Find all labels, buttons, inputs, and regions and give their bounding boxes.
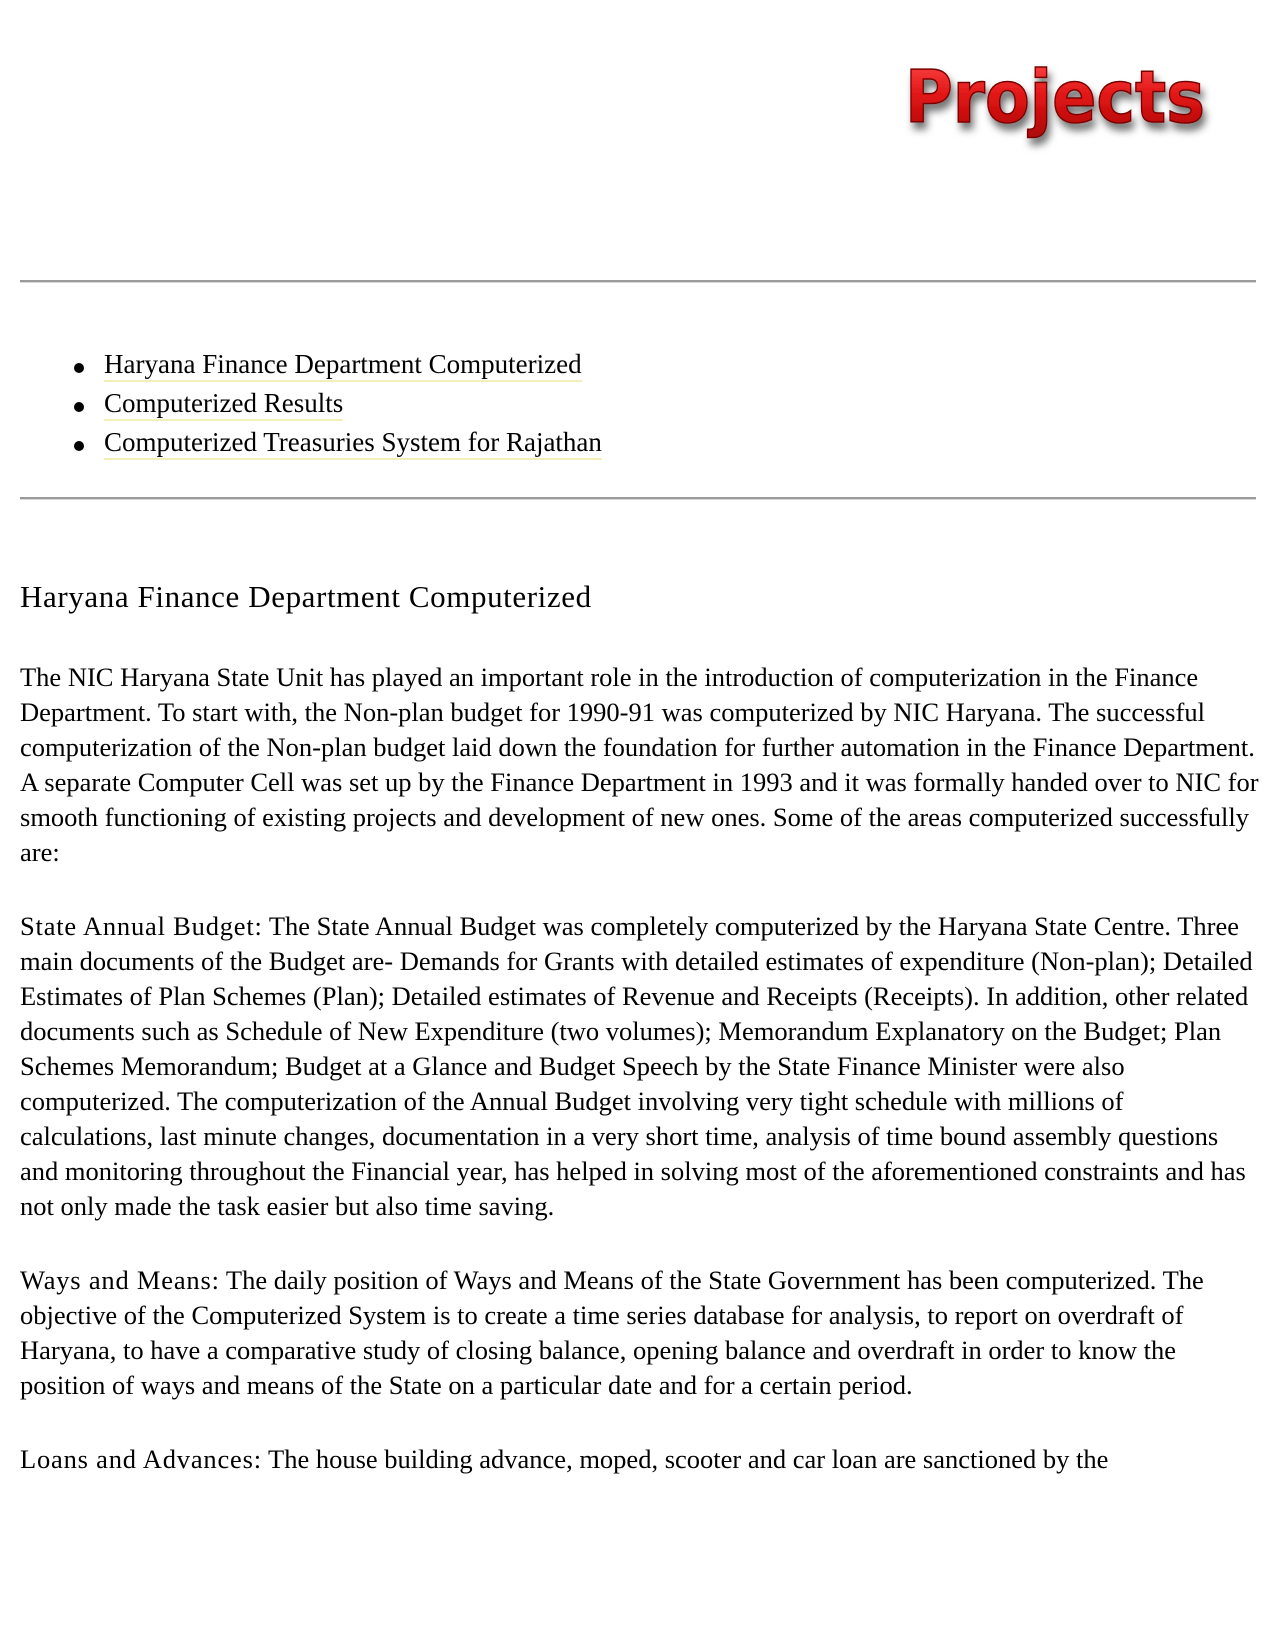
loans-text: The house building advance, moped, scooter and car loan are sanctioned by the (268, 1444, 1109, 1474)
ways-means-paragraph (20, 1263, 1260, 1403)
loans-term: Loans and Advances: (20, 1444, 262, 1474)
loans-paragraph (20, 1442, 1260, 1477)
toc-item (70, 349, 602, 388)
table-of-contents (70, 349, 602, 466)
toc-link-haryana-finance[interactable]: Haryana Finance Department Computerized (104, 349, 582, 382)
projects-logo-text: Projects (905, 55, 1205, 139)
toc-link-treasuries-rajathan[interactable]: Computerized Treasuries System for Rajathan (104, 427, 602, 460)
horizontal-rule-bottom (20, 497, 1256, 500)
intro-paragraph: The NIC Haryana State Unit has played an important role in the introduction of computerization in the Finance Department. To start with, the Non-plan budget for 1990-91 was computerized by NIC Haryana. The successful computerization of the Non-plan budget laid down the foundation for further automation in the Finance Department. A separate Computer Cell was set up by the Finance Department in 1993 and it was formally handed over to NIC for smooth functioning of existing projects and development of new ones. Some of the areas computerized successfully are: (20, 662, 1259, 867)
bullet-icon (74, 402, 84, 412)
toc-item (70, 427, 602, 466)
annual-budget-text: The State Annual Budget was completely computerized by the Haryana State Centre. Three main documents of the Budget are- Demands for Grants with detailed estimates of expenditure (Non-plan); Detailed Estimates of Plan Schemes (Plan); Detailed estimates of Revenue and Receipts (Receipts). In addition, other related documents such as Schedule of New Expenditure (two volumes); Memorandum Explanatory on the Budget; Plan Schemes Memorandum; Budget at a Glance and Budget Speech by the State Finance Minister were also computerized. The computerization of the Annual Budget involving very tight schedule with millions of calculations, last minute changes, documentation in a very short time, analysis of time bound assembly questions and monitoring throughout the Financial year, has helped in solving most of the aforementioned constraints and has not only made the task easier but also time saving. (20, 911, 1253, 1221)
ways-means-term: Ways and Means: (20, 1265, 220, 1295)
section-heading: Haryana Finance Department Computerized (20, 579, 592, 614)
annual-budget-term: State Annual Budget: (20, 911, 263, 941)
bullet-icon (74, 441, 84, 451)
ways-means-text: The daily position of Ways and Means of the State Government has been computerized. The objective of the Computerized System is to create a time series database for analysis, to report on overdraft of Haryana, to have a comparative study of closing balance, opening balance and overdraft in order to know the position of ways and means of the State on a particular date and for a certain period. (20, 1265, 1204, 1400)
toc-link-computerized-results[interactable]: Computerized Results (104, 388, 343, 421)
projects-logo (905, 55, 1225, 172)
bullet-icon (74, 363, 84, 373)
horizontal-rule-top (20, 280, 1256, 283)
annual-budget-paragraph (20, 909, 1260, 1224)
projects-logo-graphic (905, 55, 1225, 172)
toc-item (70, 388, 602, 427)
section-body (20, 660, 1260, 1516)
